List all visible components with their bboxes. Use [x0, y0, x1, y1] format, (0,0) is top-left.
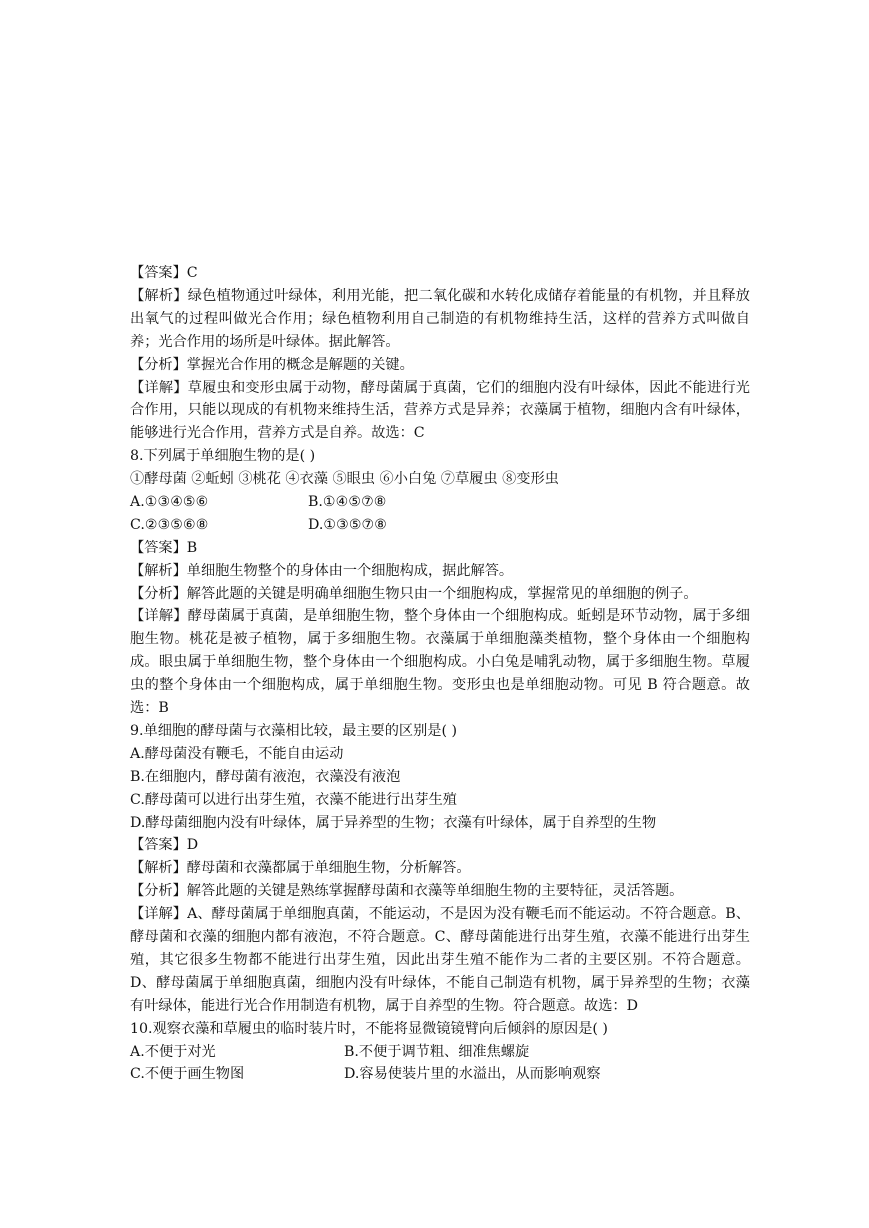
q9-option-c: C.酵母菌可以进行出芽生殖，衣藻不能进行出芽生殖: [130, 791, 457, 808]
q9-stem: 9.单细胞的酵母菌与衣藻相比较，最主要的区别是( ): [130, 722, 458, 739]
q8-option-c: C.②③⑤⑥⑧: [130, 516, 209, 533]
q9-answer: 【答案】D: [130, 837, 199, 854]
q7-analysis: 【分析】掌握光合作用的概念是解题的关键。: [130, 356, 414, 373]
document-body: [130, 262, 750, 1086]
q10-option-d: D.容易使装片里的水溢出，从而影响观察: [344, 1066, 601, 1083]
q10-stem: 10.观察衣藻和草履虫的临时装片时，不能将显微镜镜臂向后倾斜的原因是( ): [130, 1020, 608, 1037]
q8-option-b: B.①④⑤⑦⑧: [308, 494, 387, 510]
q8-detail: 【详解】酵母菌属于真菌，是单细胞生物，整个身体由一个细胞构成。蚯蚓是环节动物，属于多细胞生物。桃花是被子植物，属于多细胞生物。衣藻属于单细胞藻类植物，整个身体由一个细胞构成。眼虫属于单细胞生物，整个身体由一个细胞构成。小白兔是哺乳动物，属于多细胞生物。草履虫的整个身体由一个细胞构成，属于单细胞生物。变形虫也是单细胞动物。可见 B 符合题意。故选：B: [130, 608, 750, 717]
q8-option-d: D.①③⑤⑦⑧: [308, 516, 387, 533]
q10-option-c: C.不便于画生物图: [130, 1066, 245, 1083]
q9-option-a: A.酵母菌没有鞭毛，不能自由运动: [130, 745, 344, 762]
q8-option-a: A.①③④⑤⑥: [130, 494, 209, 510]
q7-detail: 【详解】草履虫和变形虫属于动物，酵母菌属于真菌，它们的细胞内没有叶绿体，因此不能进行光合作用，只能以现成的有机物来维持生活，营养方式是异养；衣藻属于植物，细胞内含有叶绿体，能够进行光合作用，营养方式是自养。故选：C: [130, 379, 750, 442]
q8-items: ①酵母菌 ②蚯蚓 ③桃花 ④衣藻 ⑤眼虫 ⑥小白兔 ⑦草履虫 ⑧变形虫: [130, 471, 559, 488]
q7-explanation: 【解析】绿色植物通过叶绿体，利用光能，把二氧化碳和水转化成储存着能量的有机物，并且释放出氧气的过程叫做光合作用；绿色植物利用自己制造的有机物维持生活，这样的营养方式叫做自养；光合作用的场所是叶绿体。据此解答。: [130, 287, 750, 350]
q8-explanation: 【解析】单细胞生物整个的身体由一个细胞构成，据此解答。: [130, 562, 514, 579]
q8-options-row-1: [130, 491, 750, 514]
q10-options-row-1: [130, 1041, 750, 1064]
q8-analysis: 【分析】解答此题的关键是明确单细胞生物只由一个细胞构成，掌握常见的单细胞的例子。: [130, 585, 698, 602]
q9-analysis: 【分析】解答此题的关键是熟练掌握酵母菌和衣藻等单细胞生物的主要特征，灵活答题。: [130, 883, 684, 900]
q9-explanation: 【解析】酵母菌和衣藻都属于单细胞生物，分析解答。: [130, 860, 471, 877]
q10-option-b: B.不便于调节粗、细准焦螺旋: [344, 1043, 530, 1060]
q8-options-row-2: [130, 514, 750, 537]
q8-answer: 【答案】B: [130, 539, 198, 556]
q7-answer: 【答案】C: [130, 265, 198, 281]
q10-options-row-2: [130, 1063, 750, 1086]
q8-stem: 8.下列属于单细胞生物的是( ): [130, 448, 316, 465]
q9-option-d: D.酵母菌细胞内没有叶绿体，属于异养型的生物；衣藻有叶绿体，属于自养型的生物: [130, 814, 657, 831]
q9-option-b: B.在细胞内，酵母菌有液泡，衣藻没有液泡: [130, 768, 401, 785]
q9-detail: 【详解】A、酵母菌属于单细胞真菌，不能运动，不是因为没有鞭毛而不能运动。不符合题意。B、酵母菌和衣藻的细胞内都有液泡，不符合题意。C、酵母菌能进行出芽生殖，衣藻不能进行出芽生殖，其它很多生物都不能进行出芽生殖，因此出芽生殖不能作为二者的主要区别。不符合题意。D、酵母菌属于单细胞真菌，细胞内没有叶绿体，不能自己制造有机物，属于异养型的生物；衣藻有叶绿体，能进行光合作用制造有机物，属于自养型的生物。符合题意。故选：D: [130, 906, 750, 1014]
q10-option-a: A.不便于对光: [130, 1043, 216, 1060]
